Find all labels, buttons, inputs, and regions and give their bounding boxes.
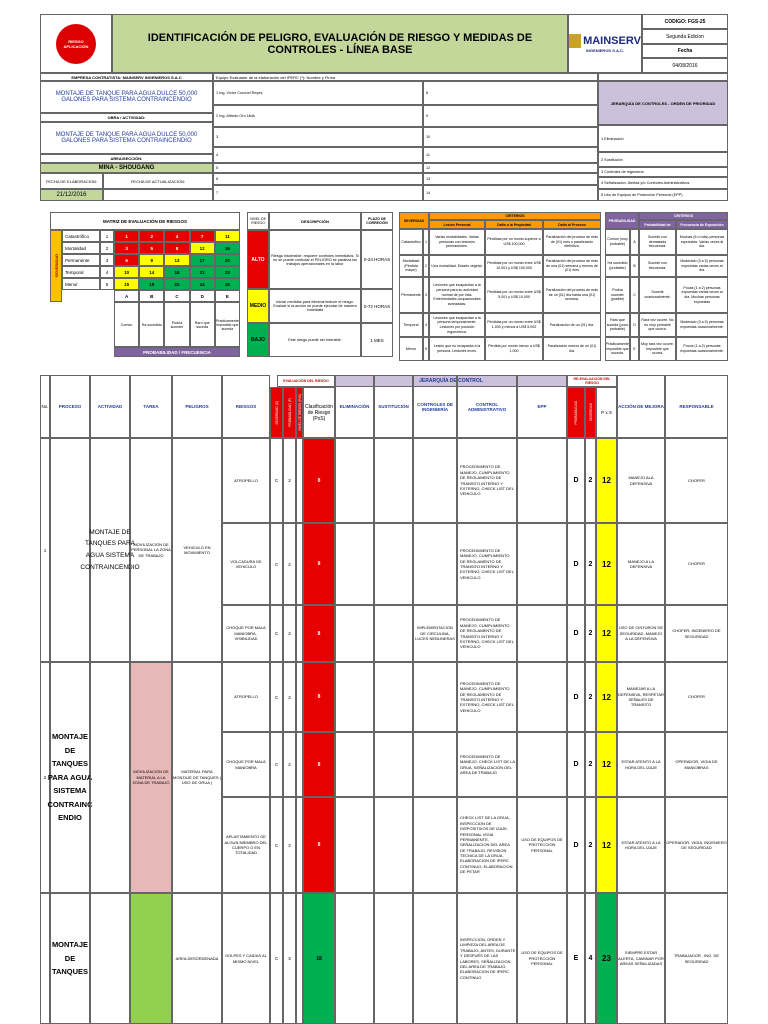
responsable: TRABAJADOR , ING. DE SEGURIDAD	[665, 893, 728, 1024]
probability: 2	[283, 797, 296, 893]
reeval-pxs: 12	[596, 797, 617, 893]
tarea: MOVILIZACION DE PERSONAL LA ZONA DE TRABAJO	[130, 438, 172, 662]
project-name: MONTAJE DE TANQUE PARA AGUA DULCE 50,000 GALONES PARA SISTEMA CONTRAINCENDIO	[40, 81, 213, 113]
prob-crit-letter: E	[630, 337, 639, 361]
prob-crit-name: Podría suceder (posible)	[605, 277, 630, 313]
col-header-7: PROBABILIDAD (P)	[283, 387, 296, 438]
peligro: MATERIAL PARA MONTAJE DE TANQUES ( USO DE GRUA )	[172, 662, 222, 893]
reeval-pxs: 12	[596, 662, 617, 732]
prob-crit-name: Raro que suceda (poco probable)	[605, 313, 630, 337]
sev-crit-header: SEVERIDAD	[399, 212, 429, 229]
risk-level-empty	[296, 662, 303, 732]
sev-crit-col: Lesion Personal	[429, 220, 485, 229]
prob-crit-letter: B	[630, 255, 639, 277]
severity: C	[270, 797, 283, 893]
col-header-18: ACCIÓN DE MEJORA	[617, 375, 665, 438]
risk-level-desc: Este riesgo puede ser tolerable.	[269, 323, 361, 357]
sev-crit-title: CRITERIOS	[429, 212, 601, 220]
sev-crit-cell: Pérdidas por un monto superior a US$ 100,000	[485, 229, 543, 255]
prob-freq: Prácticamente imposible que suceda	[215, 302, 240, 347]
reeval-prob: D	[567, 662, 585, 732]
sev-crit-name: Catastrófico	[399, 229, 423, 255]
sev-crit-num: 5	[423, 337, 429, 361]
tarea: MOVILIZACION DE MATERIAL A LA ZONA DE TRABAJO	[130, 662, 172, 893]
risk-level-desc: Riesgo intolerable, requiere controles inmediatos. Si no se puede controlar el PELIGRO se paraliza los trabajos operacionales en la labor	[269, 230, 361, 289]
eliminacion	[335, 523, 374, 605]
sustitucion	[374, 438, 413, 523]
reeval-prob: D	[567, 523, 585, 605]
reeval-header: RE-EVALUACIÓN DEL RIESGO	[567, 375, 617, 387]
sev-crit-col: Daño a la Propiedad	[485, 220, 543, 229]
col-header-8: NIVEL DE RIESGO (PxS)	[296, 387, 303, 438]
accion-mejora: MANEJO ALA DEFENSIVA	[617, 438, 665, 523]
severity-label: SEVERIDAD	[50, 230, 62, 302]
severity: C	[270, 605, 283, 662]
col-header-11: SUSTITUCIÓN	[374, 375, 413, 438]
matrix-cell: 18	[164, 266, 189, 278]
desc-header: DESCRIPCIÓN	[269, 212, 361, 230]
sev-crit-cell: Pérdida por monto menor a US$ 1,000	[485, 337, 543, 361]
risk-level-desc: Iniciar medidas para eliminar/reducir el riesgo. Evaluar si la acción se puede ejecutar de manera inmediata	[269, 289, 361, 323]
controles-ingenieria	[413, 438, 457, 523]
matrix-cell: 9	[139, 254, 164, 266]
reeval-sev: 2	[585, 523, 596, 605]
eliminacion	[335, 662, 374, 732]
proceso: MONTAJE DE TANQUES PARA AGUA SISTEMA CONTRAINC ENDIO	[50, 662, 90, 893]
company-logo-cell: MAINSERV INGENIEROS S.A.C.	[568, 14, 642, 73]
eliminacion	[335, 797, 374, 893]
hierarchy-item: 5 Uso de Equipos de Protección Personal (EPP)	[598, 189, 728, 201]
team-member: 3	[213, 127, 423, 147]
probability: 2	[283, 523, 296, 605]
risk-level: BAJO	[247, 323, 269, 357]
reeval-prob: D	[567, 438, 585, 523]
riesgo: GOLPES Y CAIDAS AL MISMO NIVEL	[222, 893, 270, 1024]
work-label: OBRA / ACTIVIDAD:	[40, 113, 213, 122]
probability: 2	[283, 605, 296, 662]
sustitucion	[374, 605, 413, 662]
accion-mejora: MANEJAR A LA DEFENSIVA, RESPETAR SEÑALES DE TRANSITO	[617, 662, 665, 732]
matrix-cell: 19	[139, 278, 164, 290]
severity: C	[270, 523, 283, 605]
sev-crit-cell: Paralización de un (01) día.	[543, 313, 601, 337]
time-header: PLAZO DE CORRECIÓN	[361, 212, 393, 230]
team-member: 4	[213, 147, 423, 163]
hierarchy-item: 1 Eliminación	[598, 125, 728, 152]
prob-crit-letter: D	[630, 313, 639, 337]
controles-ingenieria	[413, 523, 457, 605]
reeval-sev: 2	[585, 662, 596, 732]
reeval-prob: D	[567, 605, 585, 662]
risk-classification: 8	[303, 797, 335, 893]
risk-classification: 8	[303, 662, 335, 732]
eliminacion	[335, 605, 374, 662]
header-logo-cell	[40, 14, 112, 73]
control-administrativo: PROCEDIMIENTO DE MANEJO, CHECK LIST DE LA GRUA, SEÑALIZACION DEL AREA DE TRABAJO	[457, 732, 517, 797]
control-administrativo: PROCEDIMIENTO DE MANEJO, CUMPLIMIENTO DE REGLAMENTO DE TRANSITO INTERNO Y EXTERNO, CHECK LIST DEL VEHICULO	[457, 662, 517, 732]
accion-mejora: ESTAR ATENTO A LA HORA DEL IZAJE	[617, 732, 665, 797]
eliminacion	[335, 732, 374, 797]
area-name: MINA - SHOUGANG	[40, 163, 213, 173]
prob-crit-col: Probabilidad de	[639, 220, 676, 229]
risk-level-time: 0-24 HORAS	[361, 230, 393, 289]
doc-code: CODIGO: FGS-25	[642, 14, 728, 29]
control-administrativo: PROCEDIMIENTO DE MANEJO, CUMPLIMIENTO DE REGLAMENTO DE TRANSITO INTERNO Y EXTERNO, CHECK LIST DEL VEHICULO	[457, 438, 517, 523]
prob-crit-cell: Moderado (3 a 5) personas expuestas varias veces al día.	[676, 255, 728, 277]
jer-header: JERARQUÍA DE CONTROL	[335, 375, 567, 387]
prob-freq: Común	[114, 302, 139, 347]
team-member: 1 Ing. Victor Coronel Reyes	[213, 81, 423, 105]
matrix-cell: 22	[164, 278, 189, 290]
reeval-pxs: 12	[596, 523, 617, 605]
sev-crit-cell: Paralización del proceso de más de un (01) día hasta una (01) semana.	[543, 277, 601, 313]
risk-level-empty	[296, 797, 303, 893]
sev-crit-num: 3	[423, 277, 429, 313]
team-member: 7	[213, 185, 423, 201]
risk-level-empty	[296, 893, 303, 1024]
doc-date: 04/08/2016	[642, 58, 728, 73]
contractor: EMPRESA CONTRATISTA: MAINSERV INGENIEROS S.A.C	[40, 73, 213, 81]
matrix-cell: 14	[139, 266, 164, 278]
riesgo: VOLCADURA DE VEHICULO	[222, 523, 270, 605]
matrix-cell: 10	[114, 266, 139, 278]
riesgo: ATROPELLO	[222, 662, 270, 732]
col-header-9: Clasificación de Riesgo (PxS)	[303, 387, 335, 438]
col-header-5: RIESGOS	[222, 375, 270, 438]
update-label: FECHA DE ACTUALIZACION:	[103, 173, 213, 189]
prob-label: PROBABILIDAD / FRECUENCIA	[114, 347, 240, 357]
reeval-sev: 2	[585, 438, 596, 523]
eval-header: EVALUACIÓN DEL RIESGO	[277, 375, 335, 387]
severity-row-num: 4	[100, 266, 114, 278]
risk-level: MEDIO	[247, 289, 269, 323]
col-header-0: No.	[40, 375, 50, 438]
prob-freq: Raro que suceda	[190, 302, 215, 347]
hierarchy-item: 4 Señalización, Alertas y/o Controles Administrativos	[598, 177, 728, 189]
actividad: MONTAJE DE TANQUES PARA AGUA SISTEMA CONTRAINCENDIO	[90, 438, 130, 662]
eliminacion	[335, 438, 374, 523]
severity-row-num: 2	[100, 242, 114, 254]
risk-classification: 8	[303, 523, 335, 605]
team-member-right: 11	[423, 147, 598, 163]
tarea	[130, 893, 172, 1024]
sev-crit-cell: Pérdidas por un monto entre US$ 10,001 y US$ 100,000	[485, 255, 543, 277]
risk-classification: 8	[303, 732, 335, 797]
severity: C	[270, 893, 283, 1024]
risk-level-empty	[296, 438, 303, 523]
epp	[517, 662, 567, 732]
actividad	[90, 662, 130, 893]
row-number: 1	[40, 438, 50, 662]
team-member: 2 Ing. Alfredo Oro Uldá	[213, 105, 423, 127]
prob-crit-cell: Sucede ocasionalmente.	[639, 277, 676, 313]
matrix-cell: 13	[164, 254, 189, 266]
sev-crit-cell: Paralización menos de un (01) día.	[543, 337, 601, 361]
sev-crit-name: Temporal	[399, 313, 423, 337]
responsable: OPERADOR, VIGIA, INGENIERO DE SEGURIDAD	[665, 797, 728, 893]
matrix-cell: 23	[215, 266, 240, 278]
sev-crit-name: Permanente	[399, 277, 423, 313]
matrix-cell: 21	[190, 266, 215, 278]
matrix-cell: 16	[215, 242, 240, 254]
riesgo: APLASTAMIENTO DE ALGUN MIEMBRO DEL CUERPO O EN TOTALIDAD	[222, 797, 270, 893]
team-label: Equipo Evaluador de la elaboración del IPERC (*): Nombre y Firma	[213, 73, 598, 81]
reeval-pxs: 12	[596, 732, 617, 797]
reeval-sev: 4	[585, 893, 596, 1024]
severity-row-label: Menor	[62, 278, 100, 290]
severity-row-label: Temporal	[62, 266, 100, 278]
severity: C	[270, 662, 283, 732]
accion-mejora: MANEJO A LA DEFENSIVA	[617, 523, 665, 605]
prob-crit-cell: Muy rara vez ocurre. Imposible que ocurra.	[639, 337, 676, 361]
responsable: CHOFER	[665, 662, 728, 732]
matrix-cell: 24	[190, 278, 215, 290]
team-member-right: 10	[423, 127, 598, 147]
col-header-16: SEVERIDAD	[585, 387, 596, 438]
peligro: AREA DESORDENADA	[172, 893, 222, 1024]
controles-ingenieria: IMPLEMENTACION DE CIRCULINA, LUCES NEBLINERAS	[413, 605, 457, 662]
sev-crit-cell: Una mortalidad. Estado vegetal.	[429, 255, 485, 277]
responsable: CHOFER	[665, 523, 728, 605]
risk-classification: 8	[303, 438, 335, 523]
hierarchy-item: 3 Controles de Ingeniería	[598, 167, 728, 177]
doc-edition: Segunda Edicion	[642, 29, 728, 44]
prob-crit-cell: Rara vez ocurre. No es muy probable que ocurra.	[639, 313, 676, 337]
sev-crit-cell: Lesión que no incapacita a la persona. Lesiones leves.	[429, 337, 485, 361]
work-name: MONTAJE DE TANQUE PARA AGUA DULCE 50,000 GALONES PARA SISTEMA CONTRAINCENDIO	[40, 122, 213, 154]
control-administrativo: PROCEDIMIENTO DE MANEJO, CUMPLIMIENTO DE REGLAMENTO DE TRANSITO INTERNO Y EXTERNO, CHECK LIST DEL VEHICULO	[457, 523, 517, 605]
riesgo: ATROPELLO	[222, 438, 270, 523]
team-member-right: 14	[423, 185, 598, 201]
matrix-cell: 6	[114, 254, 139, 266]
severity-row-num: 5	[100, 278, 114, 290]
col-header-6: SEVERIDAD (S)	[270, 387, 283, 438]
sev-crit-cell: Paralización del proceso de más de una (01) semana y menos de (01) mes	[543, 255, 601, 277]
prob-freq: Podría suceder	[164, 302, 189, 347]
controles-ingenieria	[413, 732, 457, 797]
control-administrativo: CHECK LIST DE LA GRUA, INSPECCION DE DISPOSITIVOS DE IZAJE, PERSONAL VIGIA PERMANENTE, SEÑALIZACION DEL AREA DE TRABAJO, REVISION TECNICA DE LA GRUA, ELABORACION DE IPERC CONTINUO, ELABORACION DE PETAR	[457, 797, 517, 893]
peligro: VEHICULO EN MOVIMIENTO	[172, 438, 222, 662]
area-label: AREA/SECCIÓN:	[40, 154, 213, 163]
accion-mejora: SIEMPRE ESTAR ALERTA, CAMINAR POR AREAS SEÑALIZADAS	[617, 893, 665, 1024]
matrix-cell: 3	[114, 242, 139, 254]
level-header: NIVEL DE RIESGO	[247, 212, 269, 230]
prob-crit-name: Prácticamente imposible que suceda.	[605, 337, 630, 361]
matrix-cell: 1	[114, 230, 139, 242]
team-member: 6	[213, 173, 423, 185]
sustitucion	[374, 732, 413, 797]
sev-crit-name: Mortalidad (Pérdida mayor)	[399, 255, 423, 277]
matrix-cell: 15	[114, 278, 139, 290]
epp: USO DE EQUIPOS DE PROTECCION PERSONAL	[517, 893, 567, 1024]
risk-level: ALTO	[247, 230, 269, 289]
prob-crit-cell: Muchas (6 o más) personas expuestas. Varias veces al día.	[676, 229, 728, 255]
doc-date-label: Fecha	[642, 44, 728, 58]
hier-title: JERARQUÍA DE CONTROLES - ORDEN DE PRIORIDAD	[598, 81, 728, 125]
prob-crit-title: CRITERIOS	[639, 212, 728, 220]
epp	[517, 605, 567, 662]
team-member: 5	[213, 163, 423, 173]
col-header-3: TAREA	[130, 375, 172, 438]
risk-level-empty	[296, 732, 303, 797]
matrix-cell: 8	[164, 242, 189, 254]
elab-label: FECHA DE ELABORACION:	[40, 173, 103, 189]
proceso: MONTAJE DE TANQUES	[50, 893, 90, 1024]
team-member-right: 13	[423, 173, 598, 185]
reeval-pxs: 23	[596, 893, 617, 1024]
matrix-cell: 12	[190, 242, 215, 254]
severity-row-label: Catastrófico	[62, 230, 100, 242]
matrix-cell: 25	[215, 278, 240, 290]
mainserv-logo-icon: MAINSERV	[569, 34, 641, 48]
elab-date: 21/12/2016	[40, 189, 103, 201]
col-header-12: CONTROLES DE INGENIERÍA	[413, 375, 457, 438]
accion-mejora: ESTAR ATENTO A LA HORA DEL IZAJE	[617, 797, 665, 893]
col-header-13: CONTROL ADMINISTRATIVO	[457, 375, 517, 438]
reeval-sev: 2	[585, 797, 596, 893]
reeval-prob: E	[567, 893, 585, 1024]
reeval-prob: D	[567, 732, 585, 797]
risk-classification: 18	[303, 893, 335, 1024]
sev-crit-cell: Pérdidas por un monto entre US$ 5,001 y US$ 10,000	[485, 277, 543, 313]
reeval-pxs: 12	[596, 438, 617, 523]
col-header-17: P x S	[596, 387, 617, 438]
sustitucion	[374, 893, 413, 1024]
responsable: CHOFER, INGENIERO DE SEGURIDAD	[665, 605, 728, 662]
sev-crit-num: 2	[423, 255, 429, 277]
prob-crit-cell: Pocas (1 a 2) personas expuestas varias veces al día. Muchas personas expuestas	[676, 277, 728, 313]
severity-row-label: Permanente	[62, 254, 100, 266]
sev-crit-num: 1	[423, 229, 429, 255]
actividad	[90, 893, 130, 1024]
eliminacion	[335, 893, 374, 1024]
risk-level-empty	[296, 605, 303, 662]
prob-crit-letter: C	[630, 277, 639, 313]
prob-crit-cell: Moderado (3 a 5) personas expuestas ocasionalmente.	[676, 313, 728, 337]
probability: 2	[283, 438, 296, 523]
col-header-1: PROCESO	[50, 375, 90, 438]
sev-crit-name: Menor	[399, 337, 423, 361]
prob-letter: B	[139, 290, 164, 302]
prob-letter: A	[114, 290, 139, 302]
safety-logo-icon: RIESGO APLICACIÓN	[56, 24, 96, 64]
prob-letter: E	[215, 290, 240, 302]
sev-crit-cell: Pérdidas por un monto entre US$ 1,000 y menos a US$ 5,000	[485, 313, 543, 337]
responsable: CHOFER	[665, 438, 728, 523]
col-header-4: PELIGROS	[172, 375, 222, 438]
prob-crit-name: Ha sucedido (probable)	[605, 255, 630, 277]
reeval-sev: 2	[585, 732, 596, 797]
controles-ingenieria	[413, 797, 457, 893]
severity: C	[270, 438, 283, 523]
prob-crit-header: PROBABILIDAD	[605, 212, 639, 229]
severity-row-label: Mortalidad	[62, 242, 100, 254]
sev-crit-cell: Lesiones que incapacitan a la persona temporalmente. Lesiones por posición ergonómica.	[429, 313, 485, 337]
col-header-2: ACTIVIDAD	[90, 375, 130, 438]
reeval-prob: D	[567, 797, 585, 893]
probability: 2	[283, 732, 296, 797]
controles-ingenieria	[413, 662, 457, 732]
team-member-right: 12	[423, 163, 598, 173]
control-administrativo: INSPECCION, ORDEN Y LIMPIEZA DEL AREA DE TRABAJO, ANTES, DURANTE Y DESPUÉS DE LAS LABORES, SEÑALIZACION DEL AREA DE TRABAJO, ELABORACION DE IPERC CONTINUO	[457, 893, 517, 1024]
reeval-pxs: 12	[596, 605, 617, 662]
update-date	[103, 189, 213, 201]
prob-letter: D	[190, 290, 215, 302]
col-header-14: EPP	[517, 375, 567, 438]
prob-crit-cell: Pocos (1 a 2) personas expuestas ocasionalmente.	[676, 337, 728, 361]
probability: 3	[283, 893, 296, 1024]
prob-crit-col: Frecuencia de Exposición	[676, 220, 728, 229]
matrix-cell: 7	[190, 230, 215, 242]
matrix-cell: 11	[215, 230, 240, 242]
prob-crit-name: Común (muy probable)	[605, 229, 630, 255]
sev-crit-cell: Paralización del proceso de más de (01) mes o paralización definitiva.	[543, 229, 601, 255]
row-number: 2	[40, 662, 50, 893]
severity: C	[270, 732, 283, 797]
controles-ingenieria	[413, 893, 457, 1024]
prob-freq: Ha sucedido	[139, 302, 164, 347]
matrix-cell: 5	[139, 242, 164, 254]
epp: USO DE EQUIPOS DE PROTECCION PERSONAL	[517, 797, 567, 893]
col-header-10: ELIMINACIÓN	[335, 375, 374, 438]
epp	[517, 438, 567, 523]
hier-spacer	[598, 73, 728, 81]
matrix-cell: 17	[190, 254, 215, 266]
risk-classification: 8	[303, 605, 335, 662]
matrix-cell: 2	[139, 230, 164, 242]
risk-level-time: 1 MES	[361, 323, 393, 357]
epp	[517, 732, 567, 797]
risk-level-empty	[296, 523, 303, 605]
sev-crit-cell: Lesiones que incapacitan a la persona para su actividad normal de por vida. Enfermedades ocupacionales avanzadas.	[429, 277, 485, 313]
matrix-cell: 20	[215, 254, 240, 266]
col-header-19: RESPONSABLE	[665, 375, 728, 438]
riesgo: CHOQUE POR MALA MANIOBRA	[222, 732, 270, 797]
sustitucion	[374, 523, 413, 605]
control-administrativo: PROCEDIMIENTO DE MANEJO, CUMPLIMIENTO DE REGLAMENTO DE TRANSITO INTERNO Y EXTERNO, CHECK LIST DEL VEHICULO	[457, 605, 517, 662]
col-header-15: PROBABILIDAD	[567, 387, 585, 438]
team-member-right: 8	[423, 81, 598, 105]
matrix-title: MATRIZ DE EVALUACIÓN DE RIESGOS	[50, 212, 240, 230]
sustitucion	[374, 662, 413, 732]
probability: 2	[283, 662, 296, 732]
risk-level-time: 0-72 HORAS	[361, 289, 393, 323]
reeval-sev: 2	[585, 605, 596, 662]
accion-mejora: USO DE CINTURON DE SEGURIDAD, MANEJO A LA DEFENSIVA	[617, 605, 665, 662]
severity-row-num: 3	[100, 254, 114, 266]
hierarchy-item: 2 Sustitución	[598, 152, 728, 167]
prob-crit-letter: A	[630, 229, 639, 255]
row-number	[40, 893, 50, 1024]
prob-letter: C	[164, 290, 189, 302]
page-title: IDENTIFICACIÓN DE PELIGRO, EVALUACIÓN DE RIESGO Y MEDIDAS DE CONTROLES - LÍNEA BASE	[112, 14, 568, 73]
epp	[517, 523, 567, 605]
sev-crit-cell: Varias mortalidades. Varias personas con lesiones permanentes.	[429, 229, 485, 255]
riesgo: CHOQUE POR MALA MANIOBRA , VISIBILIDAD	[222, 605, 270, 662]
sustitucion	[374, 797, 413, 893]
matrix-cell: 4	[164, 230, 189, 242]
sev-crit-col: Daño al Proceso	[543, 220, 601, 229]
responsable: OPERADOR, VIGIA DE MANIOBRAS	[665, 732, 728, 797]
team-member-right: 9	[423, 105, 598, 127]
prob-crit-cell: Sucede con frecuencia.	[639, 255, 676, 277]
prob-crit-cell: Sucede con demasiada frecuencia.	[639, 229, 676, 255]
severity-row-num: 1	[100, 230, 114, 242]
sev-crit-num: 4	[423, 313, 429, 337]
